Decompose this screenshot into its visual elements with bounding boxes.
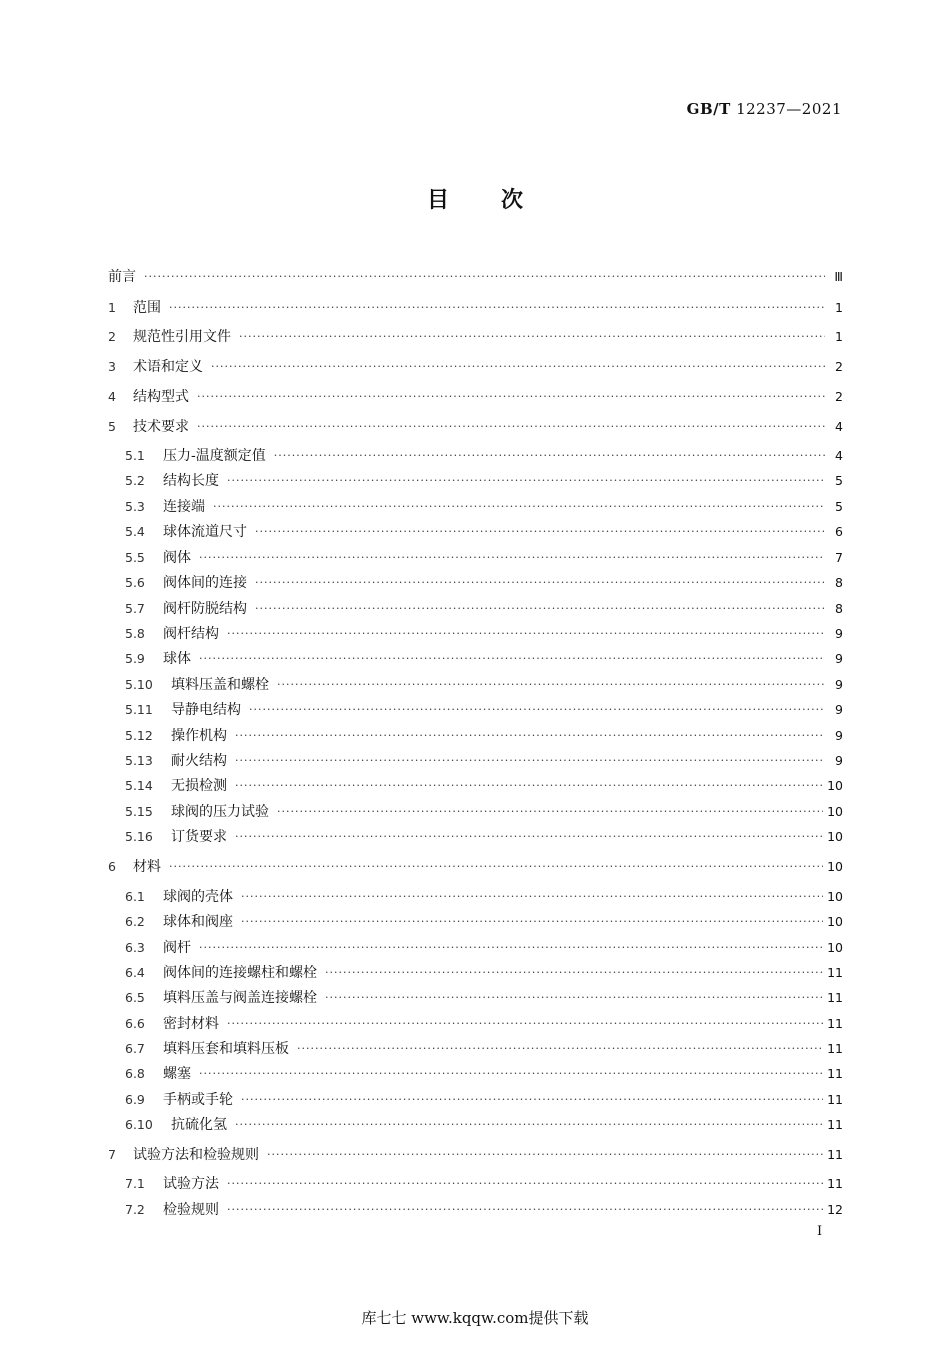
toc-entry-title: 抗硫化氢 (171, 1117, 227, 1133)
toc-entry-page: 4 (835, 447, 843, 463)
toc-leader-dots (199, 941, 823, 954)
toc-entry[interactable] (108, 1089, 843, 1109)
toc-entry[interactable] (108, 297, 843, 317)
toc-leader-dots (255, 576, 825, 589)
toc-leader-dots (277, 678, 825, 691)
toc-entry[interactable] (108, 987, 843, 1007)
toc-entry-page: 1 (835, 328, 843, 344)
toc-leader-dots (235, 729, 825, 742)
toc-entry-title: 阀杆防脱结构 (163, 601, 247, 617)
toc-entry-page: 11 (827, 1091, 843, 1107)
toc-entry[interactable] (108, 1114, 843, 1134)
toc-entry[interactable] (108, 496, 843, 516)
toc-entry-title: 试验方法 (163, 1176, 219, 1192)
toc-entry[interactable] (108, 1199, 843, 1219)
toc-entry[interactable] (108, 416, 843, 436)
toc-entry-title: 阀体间的连接 (163, 575, 247, 591)
toc-leader-dots (227, 1177, 823, 1190)
toc-entry-page: 12 (827, 1201, 843, 1217)
toc-entry-page: 11 (827, 1065, 843, 1081)
toc-entry-title: 技术要求 (133, 419, 189, 435)
toc-entry-page: 9 (835, 676, 843, 692)
toc-entry-page: 11 (827, 1040, 843, 1056)
toc-entry-page: 8 (835, 574, 843, 590)
toc-entry-page: 2 (835, 358, 843, 374)
toc-entry-number: 6.3 (125, 939, 145, 955)
toc-leader-dots (197, 420, 825, 433)
toc-leader-dots (239, 330, 825, 343)
toc-entry-title: 规范性引用文件 (133, 329, 231, 345)
toc-leader-dots (235, 1118, 823, 1131)
toc-entry-page: 11 (827, 1015, 843, 1031)
toc-entry-title: 耐火结构 (171, 753, 227, 769)
toc-entry-number: 6.2 (125, 913, 145, 929)
toc-entry[interactable] (108, 1144, 843, 1164)
toc-entry-title: 结构型式 (133, 389, 189, 405)
toc-entry-number: 6.8 (125, 1065, 145, 1081)
toc-entry[interactable] (108, 623, 843, 643)
toc-entry-number: 5.1 (125, 447, 145, 463)
toc-entry-title: 前言 (108, 269, 136, 285)
toc-entry-title: 连接端 (163, 499, 205, 515)
toc-leader-dots (297, 1042, 823, 1055)
toc-entry-number: 6.10 (125, 1116, 153, 1132)
toc-entry-number: 4 (108, 388, 116, 404)
toc-entry[interactable] (108, 572, 843, 592)
toc-entry[interactable] (108, 648, 843, 668)
toc-entry-number: 5.10 (125, 676, 153, 692)
toc-entry-title: 材料 (133, 859, 161, 875)
toc-entry-title: 阀杆 (163, 940, 191, 956)
toc-entry-number: 6.5 (125, 989, 145, 1005)
toc-entry-page: 7 (835, 549, 843, 565)
toc-entry-page: 11 (827, 1116, 843, 1132)
title-char-2: 次 (501, 188, 524, 213)
toc-leader-dots (227, 627, 825, 640)
toc-entry-page: 9 (835, 752, 843, 768)
toc-entry-title: 阀体间的连接螺柱和螺栓 (163, 965, 317, 981)
toc-leader-dots (249, 703, 825, 716)
toc-leader-dots (325, 966, 823, 979)
toc-leader-dots (211, 360, 825, 373)
toc-entry-page: 4 (835, 418, 843, 434)
toc-leader-dots (144, 270, 825, 283)
toc-entry[interactable] (108, 598, 843, 618)
toc-entry-number: 5.9 (125, 650, 145, 666)
toc-entry-title: 填料压盖与阀盖连接螺栓 (163, 990, 317, 1006)
toc-entry-number: 5.13 (125, 752, 153, 768)
toc-entry[interactable] (108, 1013, 843, 1033)
toc-entry-title: 操作机构 (171, 728, 227, 744)
toc-leader-dots (241, 915, 823, 928)
toc-leader-dots (235, 754, 825, 767)
toc-leader-dots (241, 890, 823, 903)
page-number: I (817, 1224, 823, 1239)
toc-entry-page: 11 (827, 1146, 843, 1162)
toc-entry-title: 螺塞 (163, 1066, 191, 1082)
toc-entry-title: 检验规则 (163, 1202, 219, 1218)
toc-entry[interactable] (108, 937, 843, 957)
toc-leader-dots (255, 525, 825, 538)
toc-entry-number: 5.7 (125, 600, 145, 616)
toc-entry[interactable] (108, 962, 843, 982)
toc-leader-dots (267, 1148, 823, 1161)
toc-entry-page: 5 (835, 498, 843, 514)
toc-entry-title: 球体 (163, 651, 191, 667)
toc-entry[interactable] (108, 326, 843, 346)
toc-entry-title: 球体和阀座 (163, 914, 233, 930)
toc-leader-dots (241, 1093, 823, 1106)
toc-entry-title: 结构长度 (163, 473, 219, 489)
toc-leader-dots (227, 1017, 823, 1030)
toc-entry-page: 1 (835, 299, 843, 315)
toc-entry-title: 填料压套和填料压板 (163, 1041, 289, 1057)
toc-entry-title: 手柄或手轮 (163, 1092, 233, 1108)
toc-entry-page: 9 (835, 701, 843, 717)
toc-entry-title: 试验方法和检验规则 (133, 1147, 259, 1163)
toc-entry-number: 5.3 (125, 498, 145, 514)
toc-entry-number: 5.15 (125, 803, 153, 819)
toc-entry[interactable] (108, 1173, 843, 1193)
toc-entry-number: 1 (108, 299, 116, 315)
toc-entry-number: 5.16 (125, 828, 153, 844)
toc-entry-number: 2 (108, 328, 116, 344)
toc-entry-page: 10 (827, 828, 843, 844)
toc-entry-number: 6 (108, 858, 116, 874)
toc-entry[interactable] (108, 826, 843, 846)
standard-code (687, 100, 842, 118)
toc-entry-number: 6.1 (125, 888, 145, 904)
toc-entry-number: 5.11 (125, 701, 153, 717)
toc-entry-number: 5 (108, 418, 116, 434)
toc-leader-dots (169, 860, 823, 873)
toc-entry[interactable] (108, 674, 843, 694)
standard-prefix: GB/T (686, 100, 731, 118)
toc-entry-page: 9 (835, 727, 843, 743)
toc-entry-number: 6.4 (125, 964, 145, 980)
toc-entry-page: 10 (827, 939, 843, 955)
toc-leader-dots (227, 474, 825, 487)
toc-entry-title: 密封材料 (163, 1016, 219, 1032)
toc-entry[interactable] (108, 886, 843, 906)
toc-entry-page: 11 (827, 1175, 843, 1191)
toc-entry-title: 球阀的壳体 (163, 889, 233, 905)
toc-entry-number: 5.5 (125, 549, 145, 565)
download-footer: 库七七 www.kqqw.com提供下载 (361, 1309, 589, 1327)
toc-entry-title: 阀杆结构 (163, 626, 219, 642)
toc-entry-page: 10 (827, 858, 843, 874)
toc-entry[interactable] (108, 445, 843, 465)
toc-entry[interactable] (108, 356, 843, 376)
toc-entry[interactable] (108, 266, 843, 286)
toc-entry-title: 订货要求 (171, 829, 227, 845)
toc-entry[interactable] (108, 470, 843, 490)
toc-entry[interactable] (108, 775, 843, 795)
toc-leader-dots (213, 500, 825, 513)
toc-entry[interactable] (108, 547, 843, 567)
toc-entry-number: 6.7 (125, 1040, 145, 1056)
toc-entry-page: 6 (835, 523, 843, 539)
toc-entry-title: 范围 (133, 300, 161, 316)
toc-entry-title: 导静电结构 (171, 702, 241, 718)
toc-entry-number: 5.12 (125, 727, 153, 743)
toc-entry-number: 7 (108, 1146, 116, 1162)
toc-entry-page: 9 (835, 650, 843, 666)
toc-entry-page: Ⅲ (834, 268, 843, 284)
toc-entry-number: 5.2 (125, 472, 145, 488)
toc-leader-dots (197, 390, 825, 403)
toc-leader-dots (199, 1067, 823, 1080)
toc-entry[interactable] (108, 856, 843, 876)
toc-entry-title: 球体流道尺寸 (163, 524, 247, 540)
toc-entry-number: 5.14 (125, 777, 153, 793)
toc-leader-dots (227, 1203, 823, 1216)
toc-entry-page: 11 (827, 964, 843, 980)
toc-entry[interactable] (108, 1063, 843, 1083)
toc-entry-page: 5 (835, 472, 843, 488)
toc-leader-dots (235, 779, 823, 792)
toc-entry[interactable] (108, 911, 843, 931)
toc-entry-title: 压力-温度额定值 (163, 448, 266, 464)
toc-entry[interactable] (108, 725, 843, 745)
toc-leader-dots (277, 805, 823, 818)
toc-entry-title: 填料压盖和螺栓 (171, 677, 269, 693)
toc-entry-number: 6.6 (125, 1015, 145, 1031)
toc-entry[interactable] (108, 1038, 843, 1058)
toc-entry[interactable] (108, 699, 843, 719)
toc-leader-dots (325, 991, 823, 1004)
toc-entry-title: 阀体 (163, 550, 191, 566)
toc-entry-page: 11 (827, 989, 843, 1005)
toc-entry-page: 8 (835, 600, 843, 616)
toc-entry-page: 2 (835, 388, 843, 404)
standard-number: 12237—2021 (736, 100, 842, 118)
toc-entry-page: 10 (827, 913, 843, 929)
toc-entry-page: 10 (827, 803, 843, 819)
toc-leader-dots (255, 602, 825, 615)
toc-entry[interactable] (108, 801, 843, 821)
toc-entry[interactable] (108, 750, 843, 770)
toc-entry-page: 9 (835, 625, 843, 641)
toc-entry-number: 5.4 (125, 523, 145, 539)
toc-entry-number: 5.8 (125, 625, 145, 641)
toc-entry-page: 10 (827, 777, 843, 793)
toc-entry-title: 球阀的压力试验 (171, 804, 269, 820)
toc-leader-dots (199, 551, 825, 564)
toc-leader-dots (199, 652, 825, 665)
toc-entry-number: 7.2 (125, 1201, 145, 1217)
toc-entry-title: 无损检测 (171, 778, 227, 794)
page-title (0, 183, 950, 214)
toc-entry-number: 5.6 (125, 574, 145, 590)
toc-leader-dots (274, 449, 825, 462)
toc-entry[interactable] (108, 521, 843, 541)
toc-entry-page: 10 (827, 888, 843, 904)
title-char-1: 目 (426, 188, 449, 213)
toc-leader-dots (169, 301, 825, 314)
toc-entry-number: 6.9 (125, 1091, 145, 1107)
toc-leader-dots (235, 830, 823, 843)
toc-entry-number: 7.1 (125, 1175, 145, 1191)
toc-entry-number: 3 (108, 358, 116, 374)
toc-entry[interactable] (108, 386, 843, 406)
toc-entry-title: 术语和定义 (133, 359, 203, 375)
